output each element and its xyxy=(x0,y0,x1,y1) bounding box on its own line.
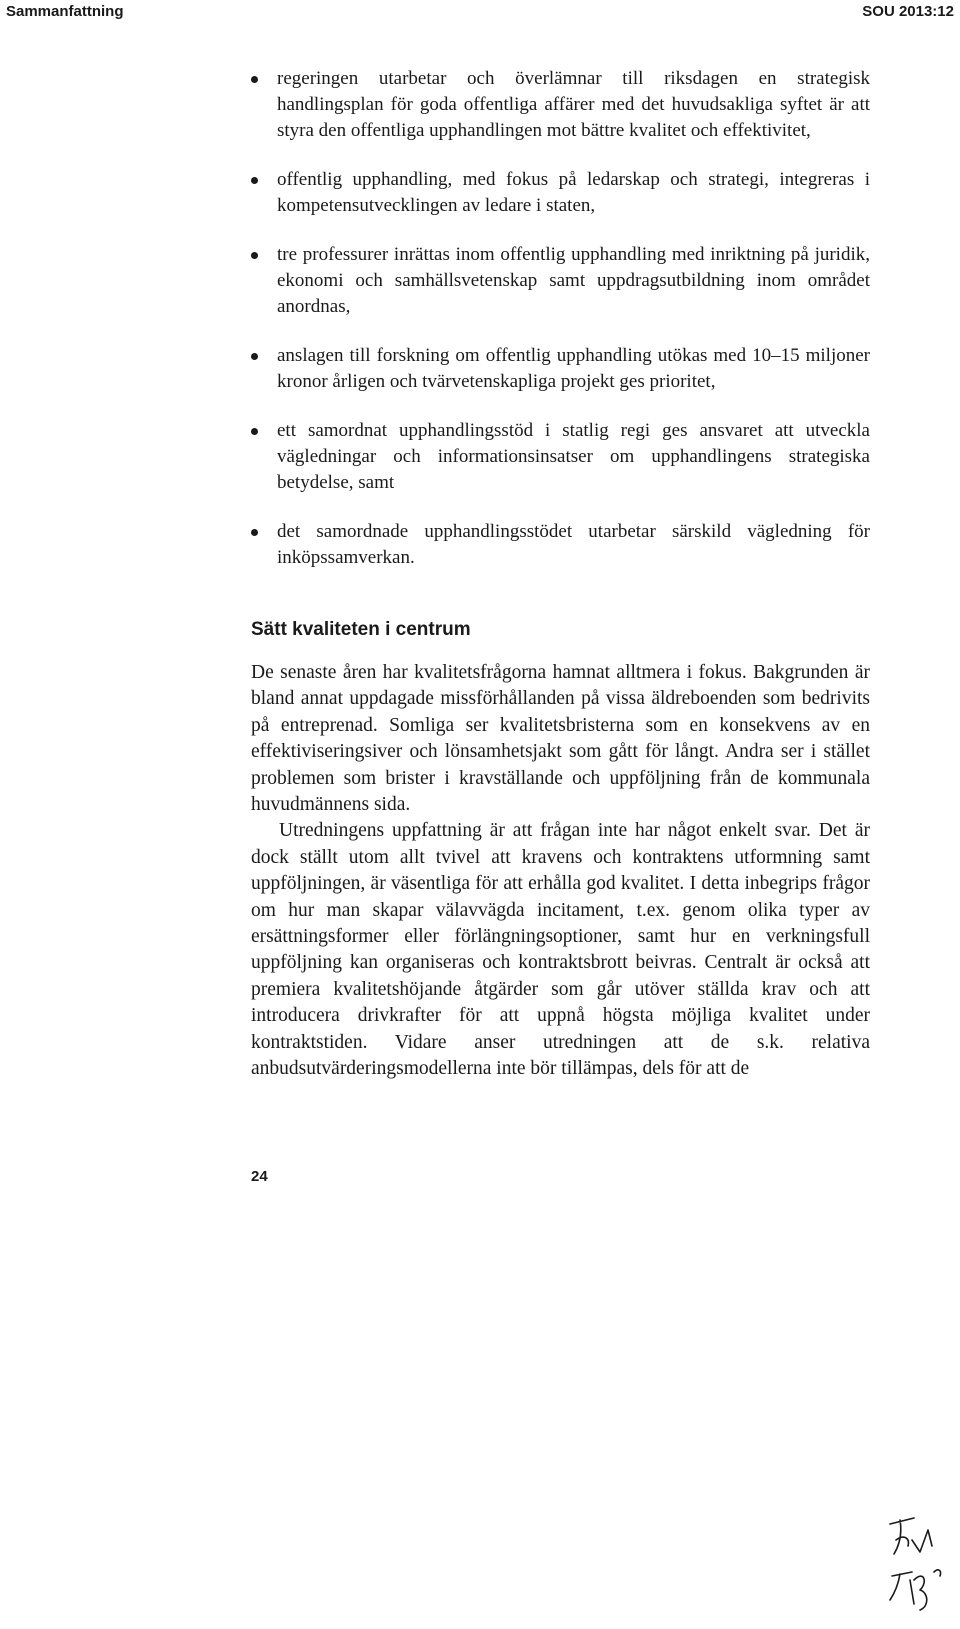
bullet-icon xyxy=(251,252,258,259)
list-item-text: offentlig upphandling, med fokus på ledarskap och strategi, integreras i kompetensutvecklingen av ledare i staten, xyxy=(277,169,870,216)
list-item-text: det samordnade upphandlingsstödet utarbetar särskild vägledning för inköpssamverkan. xyxy=(277,521,870,568)
list-item xyxy=(251,242,870,320)
list-item xyxy=(251,167,870,219)
list-item xyxy=(251,66,870,144)
page-number: 24 xyxy=(251,1168,268,1185)
body-paragraph: De senaste åren har kvalitetsfrågorna hamnat alltmera i fokus. Bakgrunden är bland annat uppdagade missförhållanden på vissa äldreboenden som bedrivits på entreprenad. Somliga ser kvalitetsbristerna som en konsekvens av en effektiviseringsiver och lönsamhetsjakt som gått för långt. Andra ser i stället problemen som brister i kravställande och uppföljning från de kommunala huvudmännens sida. xyxy=(251,662,870,816)
body-paragraph: Utredningens uppfattning är att frågan inte har något enkelt svar. Det är dock ställt utom allt tvivel att kravens och kontraktens utformning samt uppföljningen, är väsentliga för att erhålla god kvalitet. I detta inbegrips frågor om hur man skapar välavvägda incitament, t.ex. genom olika typer av ersättningsformer eller förlängningsoptioner, samt hur en verkningsfull uppföljning kan organiseras och kontraktsbrott beivras. Centralt är också att premiera kvalitetshöjande åtgärder som går utöver ställda krav och att introducera drivkrafter för att uppnå högsta möjliga kvalitet under kontraktstiden. Vidare anser utredningen att de s.k. relativa anbudsutvärderingsmodellerna inte bör tillämpas, dels för att de xyxy=(251,820,870,1080)
list-item xyxy=(251,519,870,571)
section-body xyxy=(251,660,870,1083)
bullet-icon xyxy=(251,177,258,184)
recommendation-list xyxy=(251,66,870,594)
bullet-icon xyxy=(251,428,258,435)
section-heading: Sätt kvaliteten i centrum xyxy=(251,619,471,640)
list-item xyxy=(251,343,870,395)
list-item-text: regeringen utarbetar och överlämnar till riksdagen en strategisk handlingsplan för goda offentliga affärer med det huvudsakliga syftet är att styra den offentliga upphandlingen mot bättre kvalitet och effektivitet, xyxy=(277,68,870,141)
bullet-icon xyxy=(251,353,258,360)
list-item xyxy=(251,418,870,496)
handwritten-initials-icon xyxy=(884,1510,954,1622)
report-id: SOU 2013:12 xyxy=(862,3,954,20)
bullet-icon xyxy=(251,529,258,536)
bullet-icon xyxy=(251,76,258,83)
list-item-text: anslagen till forskning om offentlig upphandling utökas med 10–15 miljoner kronor årligen och tvärvetenskapliga projekt ges prioritet, xyxy=(277,345,870,392)
page-header xyxy=(0,0,960,30)
list-item-text: tre professurer inrättas inom offentlig upphandling med inriktning på juridik, ekonomi och samhällsvetenskap samt uppdragsutbildning inom området anordnas, xyxy=(277,244,870,317)
list-item-text: ett samordnat upphandlingsstöd i statlig regi ges ansvaret att utveckla vägledningar och informationsinsatser om upphandlingens strategiska betydelse, samt xyxy=(277,420,870,493)
section-label: Sammanfattning xyxy=(6,3,124,20)
